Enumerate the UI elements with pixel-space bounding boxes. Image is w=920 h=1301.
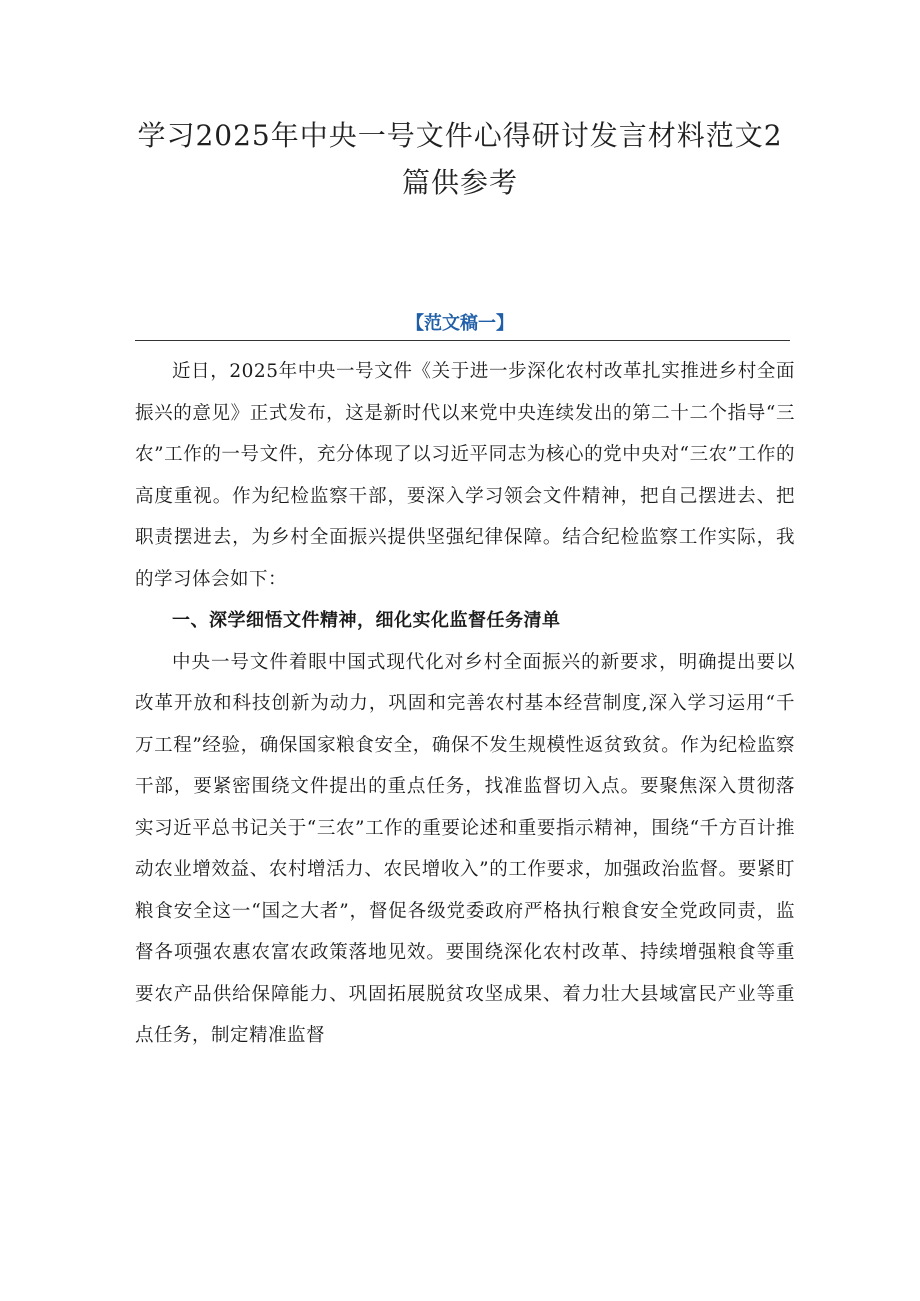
body-paragraph-1: 中央一号文件着眼中国式现代化对乡村全面振兴的新要求，明确提出要以改革开放和科技创新为动力，巩固和完善农村基本经营制度,深入学习运用“千万工程”经验，确保国家粮食安全，确保不发生规模性返贫致贫。作为纪检监察干部，要紧密围绕文件提出的重点任务，找准监督切入点。要聚焦深入贯彻落实习近平总书记关于“三农”工作的重要论述和重要指示精神，围绕“千方百计推动农业增效益、农村增活力、农民增收入”的工作要求，加强政治监督。要紧盯粮食安全这一“国之大者”，督促各级党委政府严格执行粮食安全党政同责，监督各项强农惠农富农政策落地见效。要围绕深化农村改革、持续增强粮食等重要农产品供给保障能力、巩固拓展脱贫攻坚成果、着力壮大县域富民产业等重点任务，制定精准监督 [135, 651, 795, 1046]
section-divider [135, 340, 790, 341]
section-heading-1: 一、深学细悟文件精神，细化实化监督任务清单 [172, 610, 561, 631]
section-label: 【范文稿一】 [406, 313, 514, 334]
document-title: 学习2025年中央一号文件心得研讨发言材料范文2篇供参考 [137, 119, 783, 199]
document-body [135, 351, 795, 1057]
intro-paragraph: 近日，2025年中央一号文件《关于进一步深化农村改革扎实推进乡村全面振兴的意见》正式发布，这是新时代以来党中央连续发出的第二十二个指导“三农”工作的一号文件，充分体现了以习近平同志为核心的党中央对“三农”工作的高度重视。作为纪检监察干部，要深入学习领会文件精神，把自己摆进去、把职责摆进去，为乡村全面振兴提供坚强纪律保障。结合纪检监察工作实际，我的学习体会如下： [135, 361, 795, 590]
